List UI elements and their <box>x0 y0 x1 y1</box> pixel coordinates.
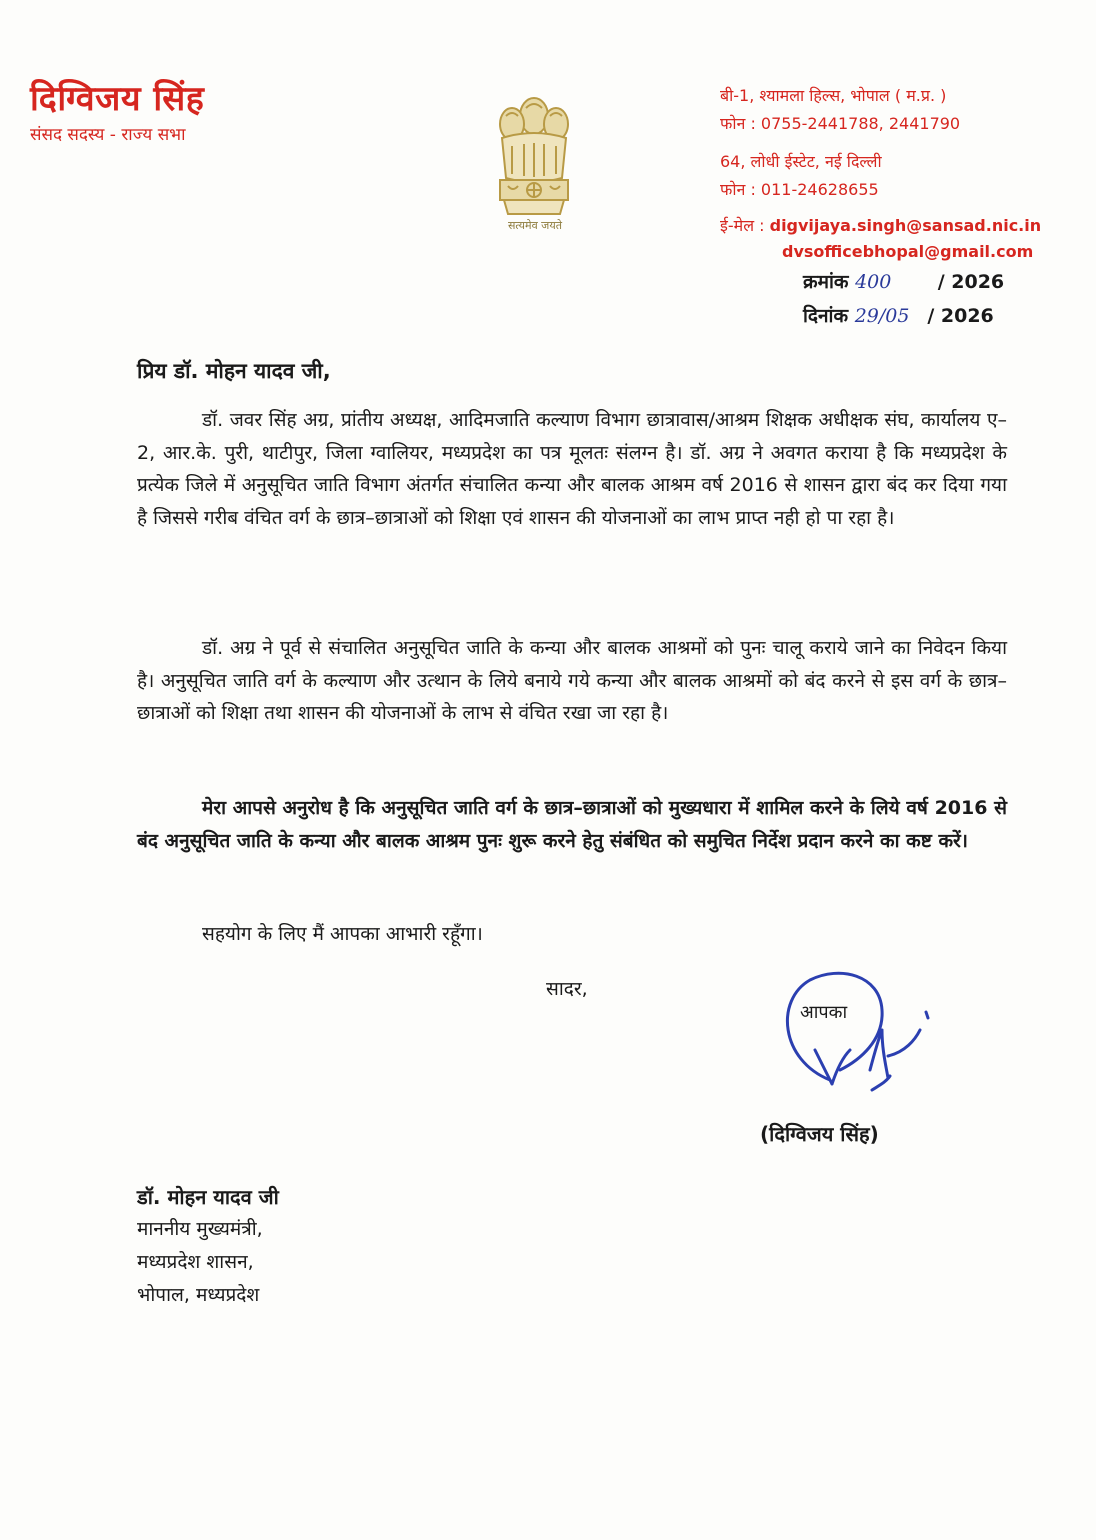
email-line <box>720 214 1041 236</box>
phone-delhi: फोन : 011-24628655 <box>720 180 879 199</box>
national-emblem-icon <box>488 86 580 236</box>
kramank-handwritten: 400 <box>855 271 892 293</box>
reference-number <box>803 268 1004 294</box>
addressee-line-3: भोपाल, मध्यप्रदेश <box>137 1284 260 1306</box>
paragraph-2-text: डॉ. अग्र ने पूर्व से संचालित अनुसूचित जाति के कन्या और बालक आश्रमों को पुनः चालू कराये जाने का निवेदन किया है। अनुसूचित जाति वर्ग के कल्याण और उत्थान के लिये बनाये गये कन्या और बालक आश्रमों को बंद करने से इस वर्ग के छात्र–छात्राओं को शिक्षा तथा शासन की योजनाओं के लाभ से वंचित रखा जा रहा है। <box>137 637 1007 724</box>
paragraph-3 <box>137 792 1007 857</box>
dinank-handwritten: 29/05 <box>854 305 910 327</box>
address-bhopal: बी-1, श्यामला हिल्स, भोपाल ( म.प्र. ) <box>720 86 947 105</box>
letterhead-designation: संसद सदस्य - राज्य सभा <box>30 125 186 145</box>
address-delhi: 64, लोधी ईस्टेट, नई दिल्ली <box>720 152 882 171</box>
phone-bhopal: फोन : 0755-2441788, 2441790 <box>720 114 961 133</box>
email-label: ई-मेल : <box>720 216 770 235</box>
yours-label: आपका <box>800 1002 848 1023</box>
dinank-year: / 2026 <box>927 305 994 327</box>
closing: सादर, <box>546 978 588 1000</box>
paragraph-1 <box>137 404 1007 534</box>
dinank-label: दिनांक <box>803 305 849 327</box>
kramank-year: / 2026 <box>937 271 1005 293</box>
email-primary: digvijaya.singh@sansad.nic.in <box>769 216 1042 235</box>
paragraph-2 <box>137 632 1007 730</box>
signatory-name: (दिग्विजय सिंह) <box>760 1122 879 1146</box>
emblem-motto: सत्यमेव जयते <box>507 219 562 232</box>
thanks-line: सहयोग के लिए मैं आपका आभारी रहूँगा। <box>202 923 483 945</box>
addressee-line-1: माननीय मुख्यमंत्री, <box>137 1218 263 1240</box>
addressee-name: डॉ. मोहन यादव जी <box>137 1185 279 1209</box>
reference-date <box>803 302 994 328</box>
email-secondary: dvsofficebhopal@gmail.com <box>782 242 1034 261</box>
paragraph-3-text: मेरा आपसे अनुरोध है कि अनुसूचित जाति वर्ग के छात्र–छात्राओं को मुख्यधारा में शामिल करने के लिये वर्ष 2016 से बंद अनुसूचित जाति के कन्या और बालक आश्रम पुनः शुरू करने हेतु संबंधित को समुचित निर्देश प्रदान करने का कष्ट करें। <box>137 797 1007 852</box>
letterhead-name: दिग्विजय सिंह <box>30 79 205 119</box>
kramank-label: क्रमांक <box>803 271 849 293</box>
signature-icon <box>770 960 960 1100</box>
addressee-line-2: मध्यप्रदेश शासन, <box>137 1251 254 1273</box>
paragraph-1-text: डॉ. जवर सिंह अग्र, प्रांतीय अध्यक्ष, आदिमजाति कल्याण विभाग छात्रावास/आश्रम शिक्षक अधीक्षक संघ, कार्यालय ए–2, आर.के. पुरी, थाटीपुर, जिला ग्वालियर, मध्यप्रदेश का पत्र मूलतः संलग्न है। डॉ. अग्र ने अवगत कराया है कि मध्यप्रदेश के प्रत्येक जिले में अनुसूचित जाति विभाग अंतर्गत संचालित कन्या और बालक आश्रम वर्ष 2016 से शासन द्वारा बंद कर दिया गया है जिससे गरीब वंचित वर्ग के छात्र–छात्राओं को शिक्षा एवं शासन की योजनाओं का लाभ प्राप्त नही हो पा रहा है। <box>137 409 1007 529</box>
salutation: प्रिय डॉ. मोहन यादव जी, <box>137 359 331 383</box>
